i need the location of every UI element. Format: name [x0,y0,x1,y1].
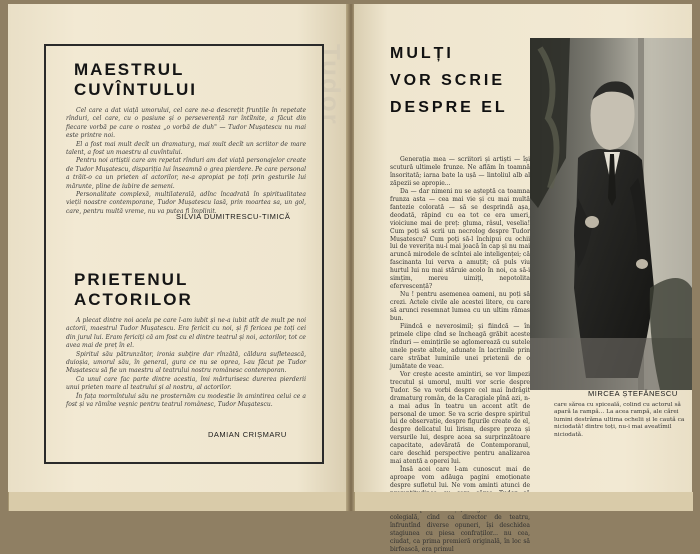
paragraph: Însă acei care l-am cunoscut mai de aproape vom adăuga pagini emoționate despre sufletul lui. Ne vom aminti atunci de colegială, cînd ca director de teatru, înfruntînd diverse opuneri, își deschidea stagiunea cu piesa confraților... nu cea, ciudat, ca prima premieră originală, în loc să birfească, era primul [390,466,530,553]
magazine-spread [8,4,692,553]
paragraph: Pentru noi artiștii care am repetat rînduri am dat viață personajelor create de Tudor Mușatescu, dispariția lui înseamnă o grea pierdere. Pe care personal a trăit-o ca un prieten al actorilor, ne-a apropiat pe toți prin gesturile lui mărunte, pline de iubire de semeni. [66,157,306,190]
article-title-maestrul [74,60,197,100]
left-page [8,4,348,511]
photo-caption: care sărea cu spiceală, colind cu actorul să apară la rampă... La acea rampă, ale cărei lumini destrăma ultima ochelii și le caută ca niciodată! dintre toți, nu-i mai aveatîmil niciodată. [554,402,685,438]
paragraph: Fiindcă e neverosimil; și fiindcă — în primele clipe cînd se încheagă grăbit aceste rînduri — emințirile se aglomerează cu sutele unele peste altele, adunate în lacrimile prin care străbat luminile unei prietenii de o jumătate de veac. [390,323,530,370]
article-body-maestrul [66,107,306,216]
page-edge [354,492,693,511]
paragraph: Vor crește aceste amintiri, se vor limpezi trecutul și umorul, multi vor scrie despre Tudor. Se va vorbi despre cel mai îndrăgit dramaturg român, de la Caragiale pînă azi, n-a mai adus în teatru un accent atît de personal de umor. Se va scrie despre spiritul lui de observație, despre figurile create de el, despre delicatul lui lirism, despre proza și versurile lui, despre acea sa surprinzătoare capacitate, adevărată de Contemporanul, care deschid perspective pentru analizarea mai atentă a operei lui. [390,370,530,466]
paragraph: Nu ! pentru asemenea oameni, nu poți să crezi. Actele civile ale acestei litere, cu care să arunci resemnat lumea cu un ultim rămas bun. [390,291,530,323]
paragraph: A plecat dintre noi acela pe care l-am iubit și ne-a iubit atît de mult pe noi actorii, maestrul Tudor Mușatescu. Era fericit cu noi, și fi fericea pe toți cei din jurul lui. Eram fericiți că am fost cu el dintre teatrul și noi, actorilor, tot ce avea mai de preț în el. [66,317,306,350]
signature-damian: DAMIAN CRIȘMARU [208,430,287,439]
paragraph: Da — dar nimeni nu se așteptă ca toamna frunza asta — cea mai vie și cu mai multă fantezie colorată — să se desprindă așa, deodată, răpind cu ea tot ce era umeri, vioiciune mai de preț: gluma, râsul, veselia! Cum poți să scrii un necrolog despre Tudor Mușatescu? Cum poți să-l închipui cu ochii lui de veverița nu-i mai joacă în cap și nu mai aruncă mirodele de scîntei ale inteligenței; că fascinanta lui verva a amuțit; că puls viu hurtul lui nu mai stăruie acolo în noi, ca să-i simțim, mereu uimiți, nepotolita efervescență? [390,187,530,291]
ghost-bleed-text: Tudor [316,44,346,126]
paragraph: Generația mea — scriitori și artiști — își scutură ultimele frunze. Ne aflăm în toamnă însoritată; iarna bate la ușă — lintoliul alb al zăpezii se apropie... [390,156,530,187]
right-page [354,4,692,553]
title-line: CUVÎNTULUI [74,80,197,99]
portrait-photo [530,38,692,390]
title-line: PRIETENUL [74,270,189,289]
page-edge [8,492,349,511]
paragraph: Cel care a dat viață umorului, cel care ne-a descrețit frunțile în repetate rînduri, cel care, cu o pasiune și o perseverență rar întîlnite, a făcut din fiecare vorbă pe care o rostea „o vorbă de duh" — Tudor Mușatescu nu mai este printre noi. [66,107,306,140]
article-title-prietenul [74,270,193,310]
paragraph: El a fost mai mult decît un dramaturg, mai mult decît un scriitor de mare talent, a fost un maestru al cuvîntului. [66,140,306,157]
paragraph: Ca unul care fac parte dintre acestia, îmi mărturisesc durerea pierderii unui prieten mare al teatrului și al nostru, al actorilor. [66,375,306,392]
paragraph: Personalitate complexă, multilaterală, adînc încadrată în spiritualitatea vieții noastre contemporane, Tudor Mușatescu lasă, prin moartea sa, un gol, care, pentru multă vreme, nu va putea fi împlinit. [66,191,306,215]
article-title-multi [390,40,508,121]
title-line: DESPRE EL [390,99,508,116]
paragraph: În fața mormîntului său ne prosternăm cu modestie în amintirea celui ce a fost și va rămîne veșnic pentru teatrul românesc, Tudor Mușatescu. [66,392,306,409]
title-line: ACTORILOR [74,290,193,309]
article-body-prietenul [66,317,306,409]
title-line: MAESTRUL [74,60,185,79]
signature-silvia: SILVIA DUMITRESCU-TIMICĂ [176,212,291,221]
author-signature: MIRCEA ȘTEFĂNESCU [588,389,678,398]
title-line: MULȚI [390,45,454,62]
paragraph: Spiritul său pătrunzător, ironia subțire dar rînzătă, căldura sufletească, duioșia, umorul său, în general, gura ce nu se oprea, l-au făcut pe Tudor Mușatescu să fie un maestru al teatrului nostru românesc contemporan. [66,350,306,375]
title-line: VOR SCRIE [390,72,506,89]
